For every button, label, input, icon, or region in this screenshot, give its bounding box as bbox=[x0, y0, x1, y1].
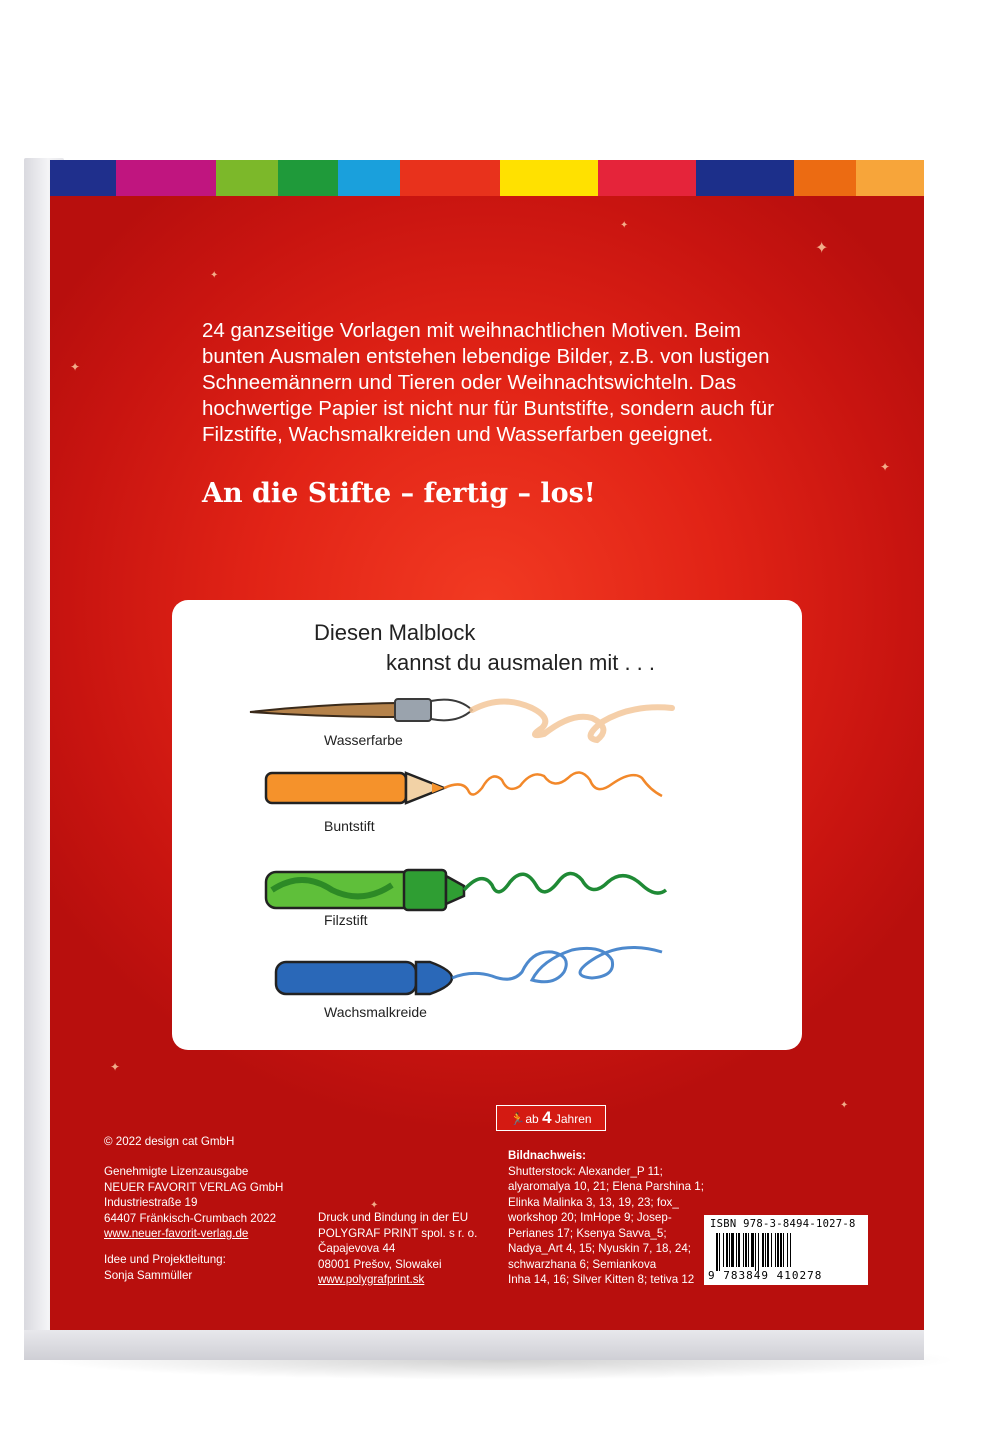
book-bottom-edge bbox=[24, 1330, 924, 1360]
stripe bbox=[794, 160, 856, 196]
license-line: Genehmigte Lizenzausgabe bbox=[104, 1165, 249, 1178]
sparkle-icon: ✦ bbox=[815, 240, 829, 257]
credits-line: alyaromalya 10, 21; Elena Parshina 1; bbox=[508, 1180, 704, 1193]
idea-name: Sonja Sammüller bbox=[104, 1268, 193, 1282]
credits-line: schwarzhana 6; Semiankova bbox=[508, 1257, 657, 1271]
stripe bbox=[278, 160, 338, 196]
tool-label-felt-pen: Filzstift bbox=[324, 912, 368, 928]
paintbrush-icon bbox=[250, 699, 672, 740]
isbn-text: ISBN 978-3-8494-1027-8 bbox=[710, 1218, 856, 1230]
sparkle-icon: ✦ bbox=[880, 460, 891, 474]
stripe bbox=[338, 160, 400, 196]
license-line: 64407 Fränkisch-Crumbach 2022 bbox=[104, 1211, 277, 1225]
running-figure-icon: 🏃 bbox=[510, 1112, 526, 1126]
stripe bbox=[116, 160, 216, 196]
printer-link[interactable]: www.polygrafprint.sk bbox=[318, 1273, 425, 1286]
stripe bbox=[696, 160, 794, 196]
sparkle-icon: ✦ bbox=[70, 360, 81, 374]
copyright bbox=[104, 1134, 234, 1150]
credits-title: Bildnachweis: bbox=[508, 1149, 586, 1162]
print-line: POLYGRAF PRINT spol. s r. o. bbox=[318, 1226, 478, 1240]
credits-line: Nadya_Art 4, 15; Nyuskin 7, 18, 24; bbox=[508, 1242, 692, 1255]
credits-line: workshop 20; ImHope 9; Josep- bbox=[508, 1211, 672, 1224]
colored-pencil-icon bbox=[266, 772, 662, 803]
credits-line: Shutterstock: Alexander_P 11; bbox=[508, 1164, 663, 1178]
credits-block bbox=[508, 1148, 704, 1288]
sparkle-icon: ✦ bbox=[110, 1060, 121, 1074]
tool-label-crayon: Wachsmalkreide bbox=[324, 1004, 427, 1020]
copyright-text: © 2022 design cat GmbH bbox=[104, 1135, 235, 1148]
print-line: Druck und Bindung in der EU bbox=[318, 1211, 469, 1224]
barcode-bar bbox=[791, 1233, 792, 1271]
barcode-icon bbox=[716, 1233, 860, 1269]
age-prefix: ab bbox=[525, 1112, 539, 1126]
intro-text: 24 ganzseitige Vorlagen mit weihnachtlichen Motiven. Beim bunten Ausmalen entstehen lebendige Bilder, z.B. von lustigen Schneemännern und Tieren oder Weihnachtswichteln. Das hochwertige Papier ist nicht nur für Buntstifte, sondern auch für Filzstifte, Wachsmalkreiden und Wasserfarben geeignet. bbox=[202, 319, 775, 446]
tool-label-pencil: Buntstift bbox=[324, 818, 375, 834]
sparkle-icon: ✦ bbox=[370, 1200, 379, 1211]
color-stripes bbox=[50, 160, 924, 196]
wax-crayon-icon bbox=[276, 948, 662, 995]
sparkle-icon: ✦ bbox=[620, 220, 629, 231]
felt-pen-icon bbox=[266, 870, 666, 910]
stripe bbox=[400, 160, 500, 196]
age-badge bbox=[496, 1105, 606, 1131]
credits-line: Elinka Malinka 3, 13, 19, 23; fox_ bbox=[508, 1195, 679, 1209]
tool-label-watercolor: Wasserfarbe bbox=[324, 732, 403, 748]
age-number: 4 bbox=[542, 1108, 552, 1127]
tools-illustration bbox=[172, 600, 802, 1050]
age-suffix: Jahren bbox=[554, 1112, 592, 1126]
panel-heading-line2: kannst du ausmalen mit . . . bbox=[386, 650, 656, 675]
isbn-barcode-box bbox=[704, 1215, 868, 1285]
slogan: An die Stifte – fertig – los! bbox=[202, 478, 596, 509]
license-line: Industriestraße 19 bbox=[104, 1196, 198, 1209]
sparkle-icon: ✦ bbox=[210, 270, 219, 281]
sparkle-icon: ✦ bbox=[840, 1100, 849, 1111]
panel-heading-line1: Diesen Malblock bbox=[314, 620, 476, 645]
publisher-link[interactable]: www.neuer-favorit-verlag.de bbox=[104, 1227, 249, 1240]
stripe bbox=[216, 160, 278, 196]
stripe bbox=[50, 160, 116, 196]
print-line: 08001 Prešov, Slowakei bbox=[318, 1257, 442, 1271]
back-cover bbox=[50, 160, 924, 1330]
idea-label: Idee und Projektleitung: bbox=[104, 1253, 226, 1266]
tools-panel bbox=[172, 600, 802, 1050]
print-line: Čapajevova 44 bbox=[318, 1242, 396, 1255]
credits-line: Perianes 17; Ksenya Savva_5; bbox=[508, 1226, 667, 1240]
license-block bbox=[104, 1164, 283, 1242]
print-block bbox=[318, 1210, 477, 1288]
stripe bbox=[500, 160, 598, 196]
idea-block bbox=[104, 1252, 226, 1283]
ean-number: 9 783849 410278 bbox=[708, 1269, 823, 1282]
stripe bbox=[856, 160, 924, 196]
credits-line: Inha 14, 16; Silver Kitten 8; tetiva 12 bbox=[508, 1273, 695, 1286]
license-line: NEUER FAVORIT VERLAG GmbH bbox=[104, 1180, 284, 1194]
stripe bbox=[598, 160, 696, 196]
